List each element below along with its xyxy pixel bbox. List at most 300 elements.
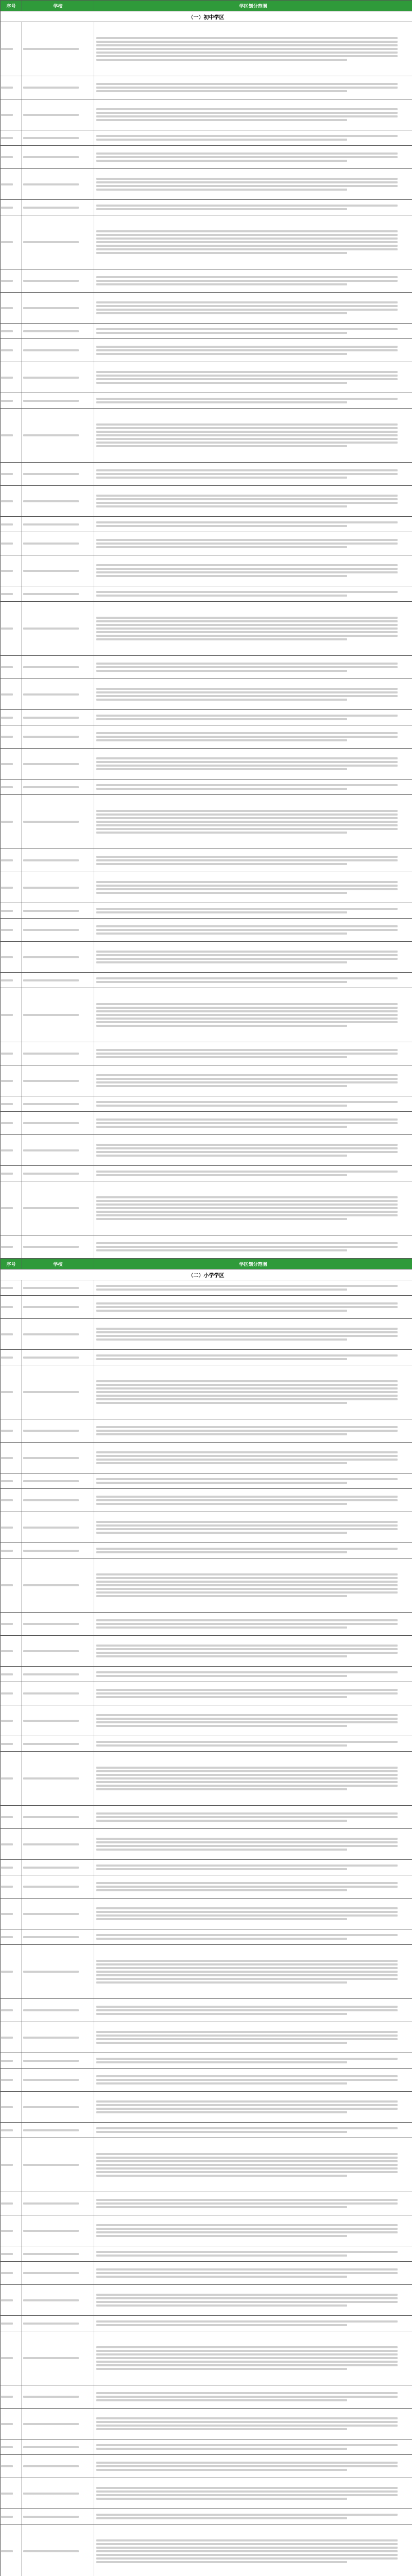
district-scope-placeholder xyxy=(94,872,412,903)
school-name-placeholder xyxy=(22,146,94,169)
row-number-placeholder xyxy=(1,146,22,169)
district-scope-placeholder xyxy=(94,1135,412,1166)
school-name-placeholder xyxy=(22,2215,94,2246)
school-name-placeholder xyxy=(22,779,94,795)
district-scope-placeholder xyxy=(94,269,412,293)
district-scope-placeholder xyxy=(94,1613,412,1636)
col-header-number: 序号 xyxy=(1,1259,22,1269)
table-row xyxy=(1,2053,412,2069)
table-row xyxy=(1,1875,412,1899)
table-row xyxy=(1,679,412,710)
school-name-placeholder xyxy=(22,1112,94,1135)
table-row xyxy=(1,988,412,1042)
district-scope-placeholder xyxy=(94,2385,412,2409)
col-header-scope: 学区划分范围 xyxy=(94,1259,412,1269)
row-number-placeholder xyxy=(1,22,22,76)
district-scope-placeholder xyxy=(94,532,412,555)
district-scope-placeholder xyxy=(94,1860,412,1875)
district-scope-placeholder xyxy=(94,1280,412,1296)
school-name-placeholder xyxy=(22,1166,94,1181)
district-scope-placeholder xyxy=(94,2409,412,2439)
row-number-placeholder xyxy=(1,1945,22,1999)
row-number-placeholder xyxy=(1,710,22,725)
col-header-school: 学校 xyxy=(22,1,94,11)
district-scope-placeholder xyxy=(94,2524,412,2576)
row-number-placeholder xyxy=(1,269,22,293)
col-header-number: 序号 xyxy=(1,1,22,11)
row-number-placeholder xyxy=(1,2509,22,2524)
district-scope-placeholder xyxy=(94,146,412,169)
row-number-placeholder xyxy=(1,1705,22,1736)
district-scope-placeholder xyxy=(94,1096,412,1112)
school-name-placeholder xyxy=(22,2246,94,2262)
row-number-placeholder xyxy=(1,988,22,1042)
row-number-placeholder xyxy=(1,1636,22,1667)
district-scope-placeholder xyxy=(94,339,412,362)
row-number-placeholder xyxy=(1,1473,22,1489)
district-scope-placeholder xyxy=(94,215,412,269)
school-name-placeholder xyxy=(22,710,94,725)
row-number-placeholder xyxy=(1,200,22,215)
district-scope-placeholder xyxy=(94,1235,412,1259)
school-name-placeholder xyxy=(22,988,94,1042)
table-row xyxy=(1,76,412,99)
row-number-placeholder xyxy=(1,2022,22,2053)
table-row xyxy=(1,779,412,795)
row-number-placeholder xyxy=(1,1682,22,1705)
table-row xyxy=(1,1682,412,1705)
district-scope-placeholder xyxy=(94,2509,412,2524)
district-scope-placeholder xyxy=(94,1166,412,1181)
row-number-placeholder xyxy=(1,1543,22,1558)
school-name-placeholder xyxy=(22,1042,94,1065)
row-number-placeholder xyxy=(1,2138,22,2192)
school-name-placeholder xyxy=(22,2192,94,2215)
school-name-placeholder xyxy=(22,324,94,339)
table-row xyxy=(1,1096,412,1112)
row-number-placeholder xyxy=(1,973,22,988)
table-row xyxy=(1,215,412,269)
table-row xyxy=(1,1065,412,1096)
district-scope-placeholder xyxy=(94,2246,412,2262)
school-name-placeholder xyxy=(22,2262,94,2285)
row-number-placeholder xyxy=(1,1829,22,1860)
district-scope-placeholder xyxy=(94,1682,412,1705)
row-number-placeholder xyxy=(1,779,22,795)
school-name-placeholder xyxy=(22,1443,94,1473)
table-row xyxy=(1,1365,412,1419)
district-scope-placeholder xyxy=(94,200,412,215)
school-name-placeholder xyxy=(22,872,94,903)
school-name-placeholder xyxy=(22,2285,94,2316)
district-scope-placeholder xyxy=(94,22,412,76)
school-name-placeholder xyxy=(22,602,94,656)
district-scope-placeholder xyxy=(94,486,412,517)
row-number-placeholder xyxy=(1,2331,22,2385)
row-number-placeholder xyxy=(1,903,22,919)
table-row xyxy=(1,1042,412,1065)
district-scope-placeholder xyxy=(94,1667,412,1682)
row-number-placeholder xyxy=(1,362,22,393)
school-name-placeholder xyxy=(22,903,94,919)
row-number-placeholder xyxy=(1,1166,22,1181)
district-scope-placeholder xyxy=(94,795,412,849)
school-name-placeholder xyxy=(22,517,94,532)
row-number-placeholder xyxy=(1,679,22,710)
school-name-placeholder xyxy=(22,2331,94,2385)
row-number-placeholder xyxy=(1,2246,22,2262)
school-name-placeholder xyxy=(22,1558,94,1613)
table-row xyxy=(1,1112,412,1135)
school-name-placeholder xyxy=(22,1682,94,1705)
row-number-placeholder xyxy=(1,486,22,517)
school-name-placeholder xyxy=(22,1736,94,1752)
table-row xyxy=(1,2385,412,2409)
district-scope-placeholder xyxy=(94,919,412,942)
row-number-placeholder xyxy=(1,1899,22,1929)
school-name-placeholder xyxy=(22,725,94,749)
district-scope-placeholder xyxy=(94,463,412,486)
school-name-placeholder xyxy=(22,1235,94,1259)
district-scope-placeholder xyxy=(94,1512,412,1543)
table-row xyxy=(1,463,412,486)
row-number-placeholder xyxy=(1,749,22,779)
table-row xyxy=(1,1280,412,1296)
row-number-placeholder xyxy=(1,1319,22,1350)
school-name-placeholder xyxy=(22,200,94,215)
school-name-placeholder xyxy=(22,2478,94,2509)
school-name-placeholder xyxy=(22,532,94,555)
school-name-placeholder xyxy=(22,393,94,409)
school-name-placeholder xyxy=(22,22,94,76)
district-scope-placeholder xyxy=(94,2439,412,2455)
table-row xyxy=(1,1558,412,1613)
district-scope-placeholder xyxy=(94,362,412,393)
school-name-placeholder xyxy=(22,339,94,362)
school-name-placeholder xyxy=(22,1543,94,1558)
table-row xyxy=(1,293,412,324)
row-number-placeholder xyxy=(1,2192,22,2215)
table-row xyxy=(1,2409,412,2439)
table-row xyxy=(1,2439,412,2455)
school-name-placeholder xyxy=(22,1999,94,2022)
district-scope-placeholder xyxy=(94,1929,412,1945)
district-scope-placeholder xyxy=(94,2192,412,2215)
district-scope-placeholder xyxy=(94,293,412,324)
row-number-placeholder xyxy=(1,2409,22,2439)
table-row xyxy=(1,409,412,463)
school-name-placeholder xyxy=(22,749,94,779)
table-row xyxy=(1,2524,412,2576)
table-row xyxy=(1,324,412,339)
district-scope-placeholder xyxy=(94,1705,412,1736)
school-name-placeholder xyxy=(22,1280,94,1296)
table-row xyxy=(1,269,412,293)
row-number-placeholder xyxy=(1,555,22,586)
school-name-placeholder xyxy=(22,1419,94,1443)
table-row xyxy=(1,602,412,656)
row-number-placeholder xyxy=(1,1613,22,1636)
table-row xyxy=(1,725,412,749)
school-name-placeholder xyxy=(22,215,94,269)
table-row xyxy=(1,2069,412,2092)
school-name-placeholder xyxy=(22,679,94,710)
school-name-placeholder xyxy=(22,942,94,973)
table-row xyxy=(1,486,412,517)
district-scope-placeholder xyxy=(94,973,412,988)
district-scope-placeholder xyxy=(94,1736,412,1752)
table-row xyxy=(1,1945,412,1999)
row-number-placeholder xyxy=(1,169,22,200)
row-number-placeholder xyxy=(1,2215,22,2246)
district-scope-placeholder xyxy=(94,99,412,130)
row-number-placeholder xyxy=(1,1860,22,1875)
table-row xyxy=(1,22,412,76)
district-scope-placeholder xyxy=(94,76,412,99)
table-row xyxy=(1,872,412,903)
school-name-placeholder xyxy=(22,1875,94,1899)
table-row xyxy=(1,2331,412,2385)
table-row xyxy=(1,903,412,919)
row-number-placeholder xyxy=(1,339,22,362)
school-name-placeholder xyxy=(22,2069,94,2092)
row-number-placeholder xyxy=(1,1296,22,1319)
row-number-placeholder xyxy=(1,1419,22,1443)
school-name-placeholder xyxy=(22,1899,94,1929)
district-scope-placeholder xyxy=(94,2262,412,2285)
school-name-placeholder xyxy=(22,2316,94,2331)
row-number-placeholder xyxy=(1,2478,22,2509)
district-scope-placeholder xyxy=(94,555,412,586)
district-scope-placeholder xyxy=(94,1065,412,1096)
table-row xyxy=(1,169,412,200)
row-number-placeholder xyxy=(1,409,22,463)
table-row xyxy=(1,849,412,872)
table-row xyxy=(1,942,412,973)
section-title: （二）小学学区 xyxy=(1,1269,412,1280)
district-scope-placeholder xyxy=(94,2316,412,2331)
school-name-placeholder xyxy=(22,2455,94,2478)
table-row xyxy=(1,1806,412,1829)
district-scope-placeholder xyxy=(94,1365,412,1419)
district-scope-placeholder xyxy=(94,1319,412,1350)
row-number-placeholder xyxy=(1,2385,22,2409)
district-scope-placeholder xyxy=(94,656,412,679)
school-name-placeholder xyxy=(22,656,94,679)
table-row xyxy=(1,517,412,532)
district-scope-placeholder xyxy=(94,903,412,919)
row-number-placeholder xyxy=(1,393,22,409)
table-row xyxy=(1,1443,412,1473)
col-header-scope: 学区划分范围 xyxy=(94,1,412,11)
table-row xyxy=(1,1543,412,1558)
school-name-placeholder xyxy=(22,2509,94,2524)
school-name-placeholder xyxy=(22,1636,94,1667)
table-row xyxy=(1,555,412,586)
table-row xyxy=(1,656,412,679)
table-row xyxy=(1,2138,412,2192)
district-scope-placeholder xyxy=(94,1112,412,1135)
school-name-placeholder xyxy=(22,1319,94,1350)
district-scope-placeholder xyxy=(94,586,412,602)
table-row xyxy=(1,1752,412,1806)
school-name-placeholder xyxy=(22,486,94,517)
table-row xyxy=(1,2455,412,2478)
school-name-placeholder xyxy=(22,409,94,463)
school-name-placeholder xyxy=(22,1860,94,1875)
table-row xyxy=(1,2509,412,2524)
school-name-placeholder xyxy=(22,130,94,146)
school-name-placeholder xyxy=(22,586,94,602)
school-name-placeholder xyxy=(22,1752,94,1806)
row-number-placeholder xyxy=(1,2092,22,2123)
table-row xyxy=(1,1350,412,1365)
district-scope-placeholder xyxy=(94,1296,412,1319)
district-scope-placeholder xyxy=(94,1829,412,1860)
school-name-placeholder xyxy=(22,2092,94,2123)
school-name-placeholder xyxy=(22,269,94,293)
district-scope-placeholder xyxy=(94,988,412,1042)
school-name-placeholder xyxy=(22,169,94,200)
row-number-placeholder xyxy=(1,1235,22,1259)
row-number-placeholder xyxy=(1,215,22,269)
row-number-placeholder xyxy=(1,1181,22,1235)
table-row xyxy=(1,1296,412,1319)
row-number-placeholder xyxy=(1,602,22,656)
school-name-placeholder xyxy=(22,362,94,393)
district-scope-placeholder xyxy=(94,1752,412,1806)
school-name-placeholder xyxy=(22,2022,94,2053)
school-name-placeholder xyxy=(22,2439,94,2455)
row-number-placeholder xyxy=(1,1350,22,1365)
district-scope-placeholder xyxy=(94,2215,412,2246)
row-number-placeholder xyxy=(1,324,22,339)
row-number-placeholder xyxy=(1,1875,22,1899)
table-row xyxy=(1,2262,412,2285)
school-name-placeholder xyxy=(22,99,94,130)
row-number-placeholder xyxy=(1,2285,22,2316)
table-row xyxy=(1,1829,412,1860)
row-number-placeholder xyxy=(1,1929,22,1945)
table-row xyxy=(1,795,412,849)
district-scope-placeholder xyxy=(94,2478,412,2509)
district-scope-placeholder xyxy=(94,1419,412,1443)
row-number-placeholder xyxy=(1,2262,22,2285)
table-row xyxy=(1,1736,412,1752)
district-scope-placeholder xyxy=(94,169,412,200)
district-scope-placeholder xyxy=(94,602,412,656)
table-row xyxy=(1,2022,412,2053)
table-row xyxy=(1,1512,412,1543)
table-row xyxy=(1,200,412,215)
district-scope-placeholder xyxy=(94,679,412,710)
table-row xyxy=(1,362,412,393)
district-scope-placeholder xyxy=(94,1636,412,1667)
district-scope-placeholder xyxy=(94,1350,412,1365)
table-row xyxy=(1,1613,412,1636)
district-scope-placeholder xyxy=(94,517,412,532)
row-number-placeholder xyxy=(1,1558,22,1613)
table-row xyxy=(1,1473,412,1489)
table-row xyxy=(1,2092,412,2123)
row-number-placeholder xyxy=(1,2069,22,2092)
district-table-body xyxy=(1,1,412,2576)
district-scope-placeholder xyxy=(94,1945,412,1999)
district-scope-placeholder xyxy=(94,2138,412,2192)
district-scope-placeholder xyxy=(94,2069,412,2092)
district-scope-placeholder xyxy=(94,1489,412,1512)
school-name-placeholder xyxy=(22,1512,94,1543)
school-name-placeholder xyxy=(22,1613,94,1636)
row-number-placeholder xyxy=(1,463,22,486)
table-row xyxy=(1,1181,412,1235)
district-scope-placeholder xyxy=(94,1875,412,1899)
school-name-placeholder xyxy=(22,555,94,586)
row-number-placeholder xyxy=(1,1365,22,1419)
row-number-placeholder xyxy=(1,586,22,602)
row-number-placeholder xyxy=(1,2123,22,2138)
school-name-placeholder xyxy=(22,1065,94,1096)
table-row xyxy=(1,1667,412,1682)
table-row xyxy=(1,586,412,602)
school-name-placeholder xyxy=(22,2138,94,2192)
school-name-placeholder xyxy=(22,1135,94,1166)
table-row xyxy=(1,1489,412,1512)
district-scope-placeholder xyxy=(94,2053,412,2069)
school-name-placeholder xyxy=(22,2409,94,2439)
school-name-placeholder xyxy=(22,849,94,872)
school-name-placeholder xyxy=(22,2123,94,2138)
district-scope-placeholder xyxy=(94,2123,412,2138)
row-number-placeholder xyxy=(1,2455,22,2478)
table-row xyxy=(1,2316,412,2331)
row-number-placeholder xyxy=(1,1752,22,1806)
table-row xyxy=(1,749,412,779)
school-name-placeholder xyxy=(22,2385,94,2409)
row-number-placeholder xyxy=(1,1512,22,1543)
table-row xyxy=(1,1419,412,1443)
table-row xyxy=(1,1235,412,1259)
table-row xyxy=(1,1899,412,1929)
table-row xyxy=(1,1636,412,1667)
district-scope-placeholder xyxy=(94,1899,412,1929)
school-name-placeholder xyxy=(22,1705,94,1736)
table-row xyxy=(1,393,412,409)
row-number-placeholder xyxy=(1,1280,22,1296)
table-row xyxy=(1,919,412,942)
school-name-placeholder xyxy=(22,1365,94,1419)
row-number-placeholder xyxy=(1,942,22,973)
school-name-placeholder xyxy=(22,1945,94,1999)
district-scope-placeholder xyxy=(94,130,412,146)
row-number-placeholder xyxy=(1,1667,22,1682)
district-scope-placeholder xyxy=(94,393,412,409)
row-number-placeholder xyxy=(1,872,22,903)
section-title: （一）初中学区 xyxy=(1,11,412,22)
row-number-placeholder xyxy=(1,849,22,872)
table-row xyxy=(1,99,412,130)
col-header-school: 学校 xyxy=(22,1259,94,1269)
district-scope-placeholder xyxy=(94,710,412,725)
row-number-placeholder xyxy=(1,1096,22,1112)
row-number-placeholder xyxy=(1,2524,22,2576)
district-scope-placeholder xyxy=(94,2022,412,2053)
district-scope-placeholder xyxy=(94,2455,412,2478)
district-scope-placeholder xyxy=(94,725,412,749)
district-scope-placeholder xyxy=(94,1558,412,1613)
district-scope-placeholder xyxy=(94,324,412,339)
school-name-placeholder xyxy=(22,76,94,99)
